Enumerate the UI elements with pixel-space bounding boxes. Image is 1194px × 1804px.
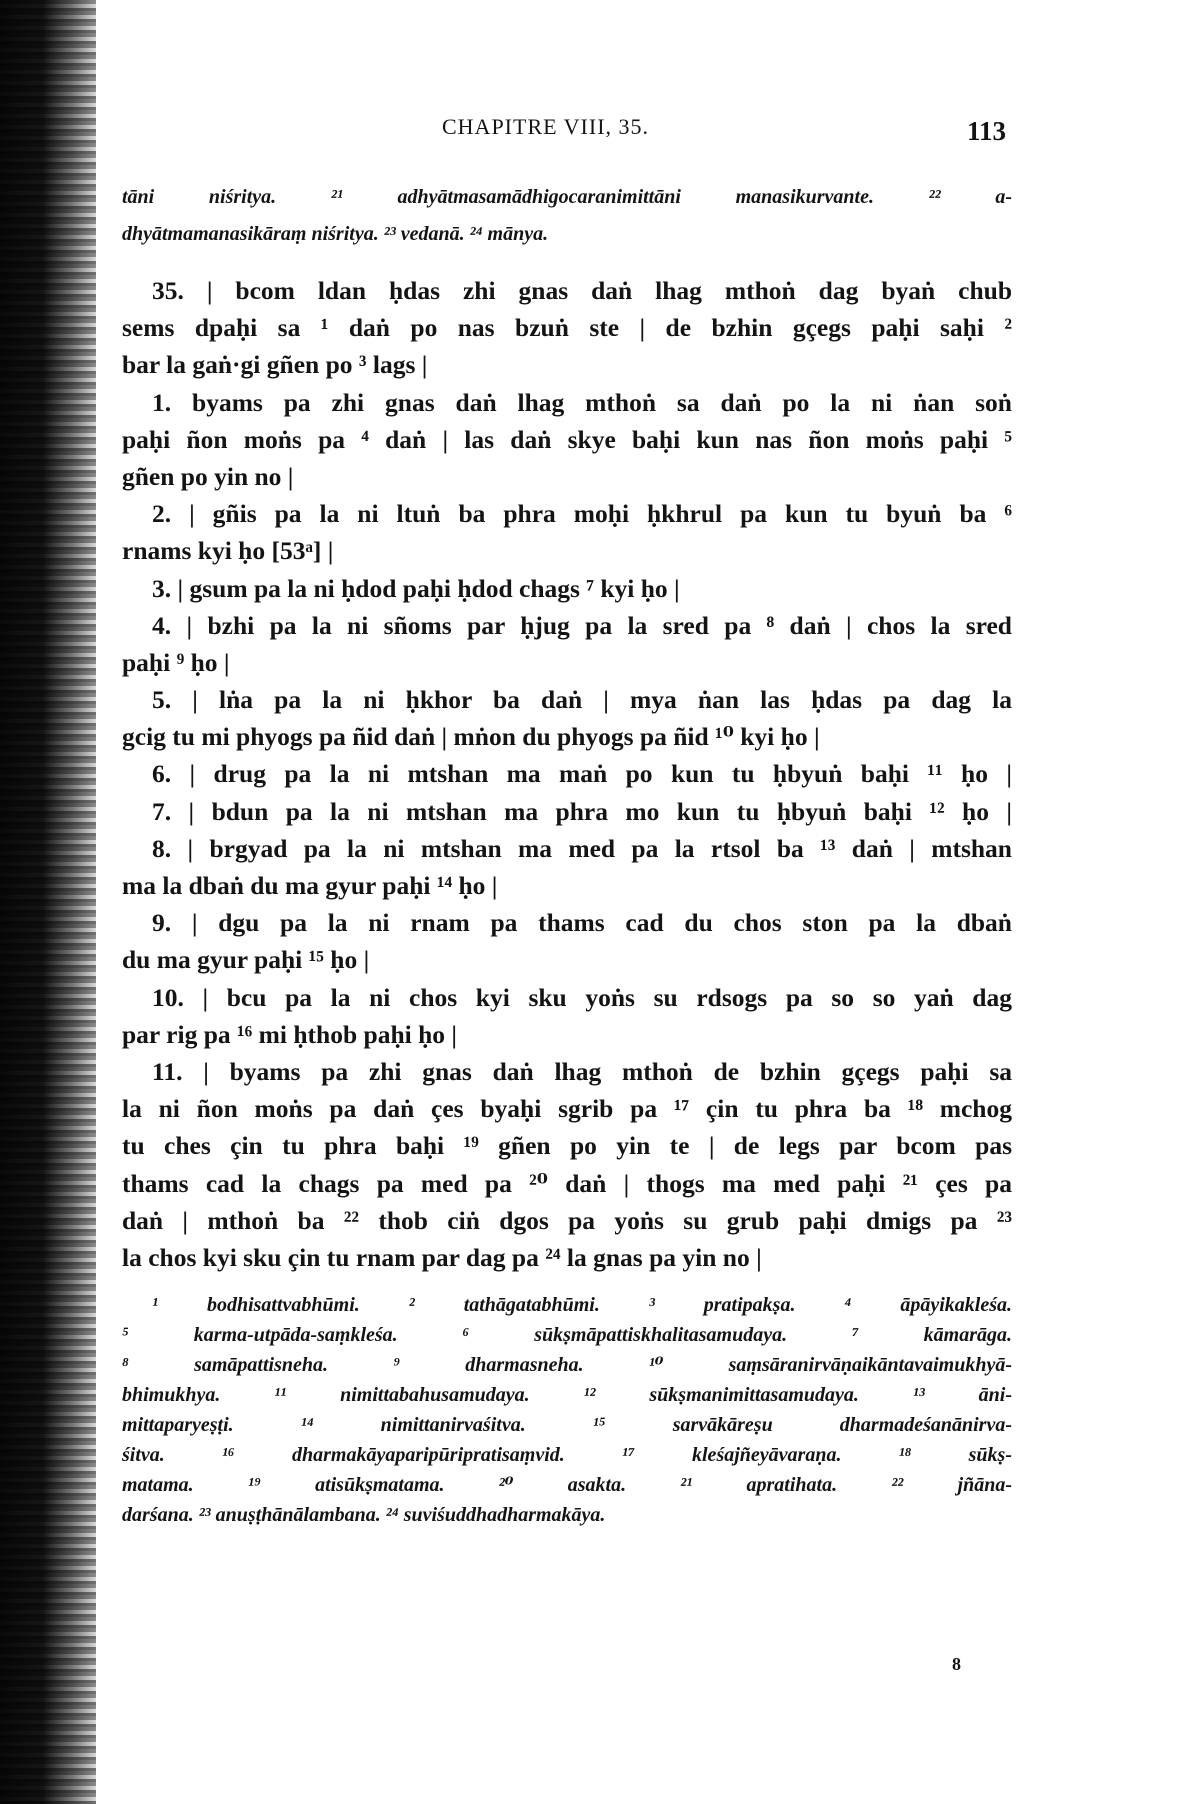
text-line: tu ches çin tu phra baḥi ¹⁹ gñen po yin te | de legs par bcom pas [122,1131,1012,1161]
continued-note-line: tāni niśritya. ²¹ adhyātmasamādhigocaranimittāni manasikurvante. ²² a- [122,186,1012,208]
text-line: gñen po yin no | [122,461,294,491]
footnote-line: mittaparyeṣṭi. ¹⁴ nimittanirvaśitva. ¹⁵ sarvākāreṣu dharmadeśanānirva- [122,1414,1012,1436]
book-page [122,0,1012,1804]
text-line: du ma gyur paḥi ¹⁵ ḥo | [122,945,370,975]
text-line: la ni ñon moṅs pa daṅ çes byaḥi sgrib pa ¹⁷ çin tu phra ba ¹⁸ mchog [122,1094,1012,1124]
footnote-line: ⁵ karma-utpāda-saṃkleśa. ⁶ sūkṣmāpattiskhalitasamudaya. ⁷ kāmarāga. [122,1324,1012,1346]
text-line: 8. | brgyad pa la ni mtshan ma med pa la rtsol ba ¹³ daṅ | mtshan [152,833,1012,863]
text-line: 10. | bcu pa la ni chos kyi sku yoṅs su rdsogs pa so so yaṅ dag [152,982,1012,1012]
text-line: thams cad la chags pa med pa ²⁰ daṅ | thogs ma med paḥi ²¹ çes pa [122,1168,1012,1198]
text-line: 5. | lṅa pa la ni ḥkhor ba daṅ | mya ṅan las ḥdas pa dag la [152,685,1012,715]
text-line: daṅ | mthoṅ ba ²² thob ciṅ dgos pa yoṅs su grub paḥi dmigs pa ²³ [122,1205,1012,1235]
text-line: paḥi ñon moṅs pa ⁴ daṅ | las daṅ skye baḥi kun nas ñon moṅs paḥi ⁵ [122,424,1012,454]
text-line: 2. | gñis pa la ni ltuṅ ba phra moḥi ḥkhrul pa kun tu byuṅ ba ⁶ [152,499,1012,529]
printer-signature-mark: 8 [952,1654,961,1674]
text-line: 11. | byams pa zhi gnas daṅ lhag mthoṅ de bzhin gçegs paḥi sa [152,1056,1012,1086]
text-line: 3. | gsum pa la ni ḥdod paḥi ḥdod chags ⁷ kyi ḥo | [152,573,680,603]
text-line: gcig tu mi phyogs pa ñid daṅ | mṅon du phyogs pa ñid ¹⁰ kyi ḥo | [122,722,820,752]
text-line: sems dpaḥi sa ¹ daṅ po nas bzuṅ ste | de bzhin gçegs paḥi saḥi ² [122,313,1012,343]
continued-note-line: dhyātmamanasikāraṃ niśritya. ²³ vedanā. ²⁴ mānya. [122,223,549,246]
text-line: bar la gaṅ·gi gñen po ³ lags | [122,350,428,380]
main-text [122,272,1012,1276]
footnote-line: śitva. ¹⁶ dharmakāyaparipūripratisaṃvid. ¹⁷ kleśajñeyāvaraṇa. ¹⁸ sūkṣ- [122,1444,1012,1466]
text-line: 35. | bcom ldan ḥdas zhi gnas daṅ lhag mthoṅ dag byaṅ chub [152,276,1012,305]
text-line: paḥi ⁹ ḥo | [122,647,230,677]
scan-edge-shadow [0,0,96,1804]
text-line: 6. | drug pa la ni mtshan ma maṅ po kun tu ḥbyuṅ baḥi ¹¹ ḥo | [152,759,1012,789]
footnotes [122,1290,1012,1530]
text-line: rnams kyi ḥo [53ᵃ] | [122,536,334,566]
text-line: 4. | bzhi pa la ni sñoms par ḥjug pa la sred pa ⁸ daṅ | chos la sred [152,610,1012,640]
continued-notes [122,180,1012,254]
footnote-line: matama. ¹⁹ atisūkṣmatama. ²⁰ asakta. ²¹ apratihata. ²² jñāna- [122,1474,1012,1496]
footnote-line: ⁸ samāpattisneha. ⁹ dharmasneha. ¹⁰ saṃsāranirvāṇaikāntavaimukhyā- [122,1354,1012,1376]
page-header [122,110,1012,150]
page-number: 113 [966,116,1006,146]
text-line: la chos kyi sku çin tu rnam par dag pa ²⁴ la gnas pa yin no | [122,1242,762,1272]
footnote-line: bhimukhya. ¹¹ nimittabahusamudaya. ¹² sūkṣmanimittasamudaya. ¹³ āni- [122,1384,1012,1406]
text-line: 7. | bdun pa la ni mtshan ma phra mo kun tu ḥbyuṅ baḥi ¹² ḥo | [152,796,1012,826]
footnote-line: ¹ bodhisattvabhūmi. ² tathāgatabhūmi. ³ pratipakṣa. ⁴ āpāyikakleśa. [152,1294,1012,1316]
running-head: CHAPITRE VIII, 35. [442,114,650,139]
text-line: 9. | dgu pa la ni rnam pa thams cad du chos ston pa la dbaṅ [152,908,1012,938]
text-line: ma la dbaṅ du ma gyur paḥi ¹⁴ ḥo | [122,871,498,900]
footnote-line: darśana. ²³ anuṣṭhānālambana. ²⁴ suviśuddhadharmakāya. [122,1504,606,1526]
text-line: par rig pa ¹⁶ mi ḥthob paḥi ḥo | [122,1019,458,1049]
text-line: 1. byams pa zhi gnas daṅ lhag mthoṅ sa daṅ po la ni ṅan soṅ [152,387,1012,417]
